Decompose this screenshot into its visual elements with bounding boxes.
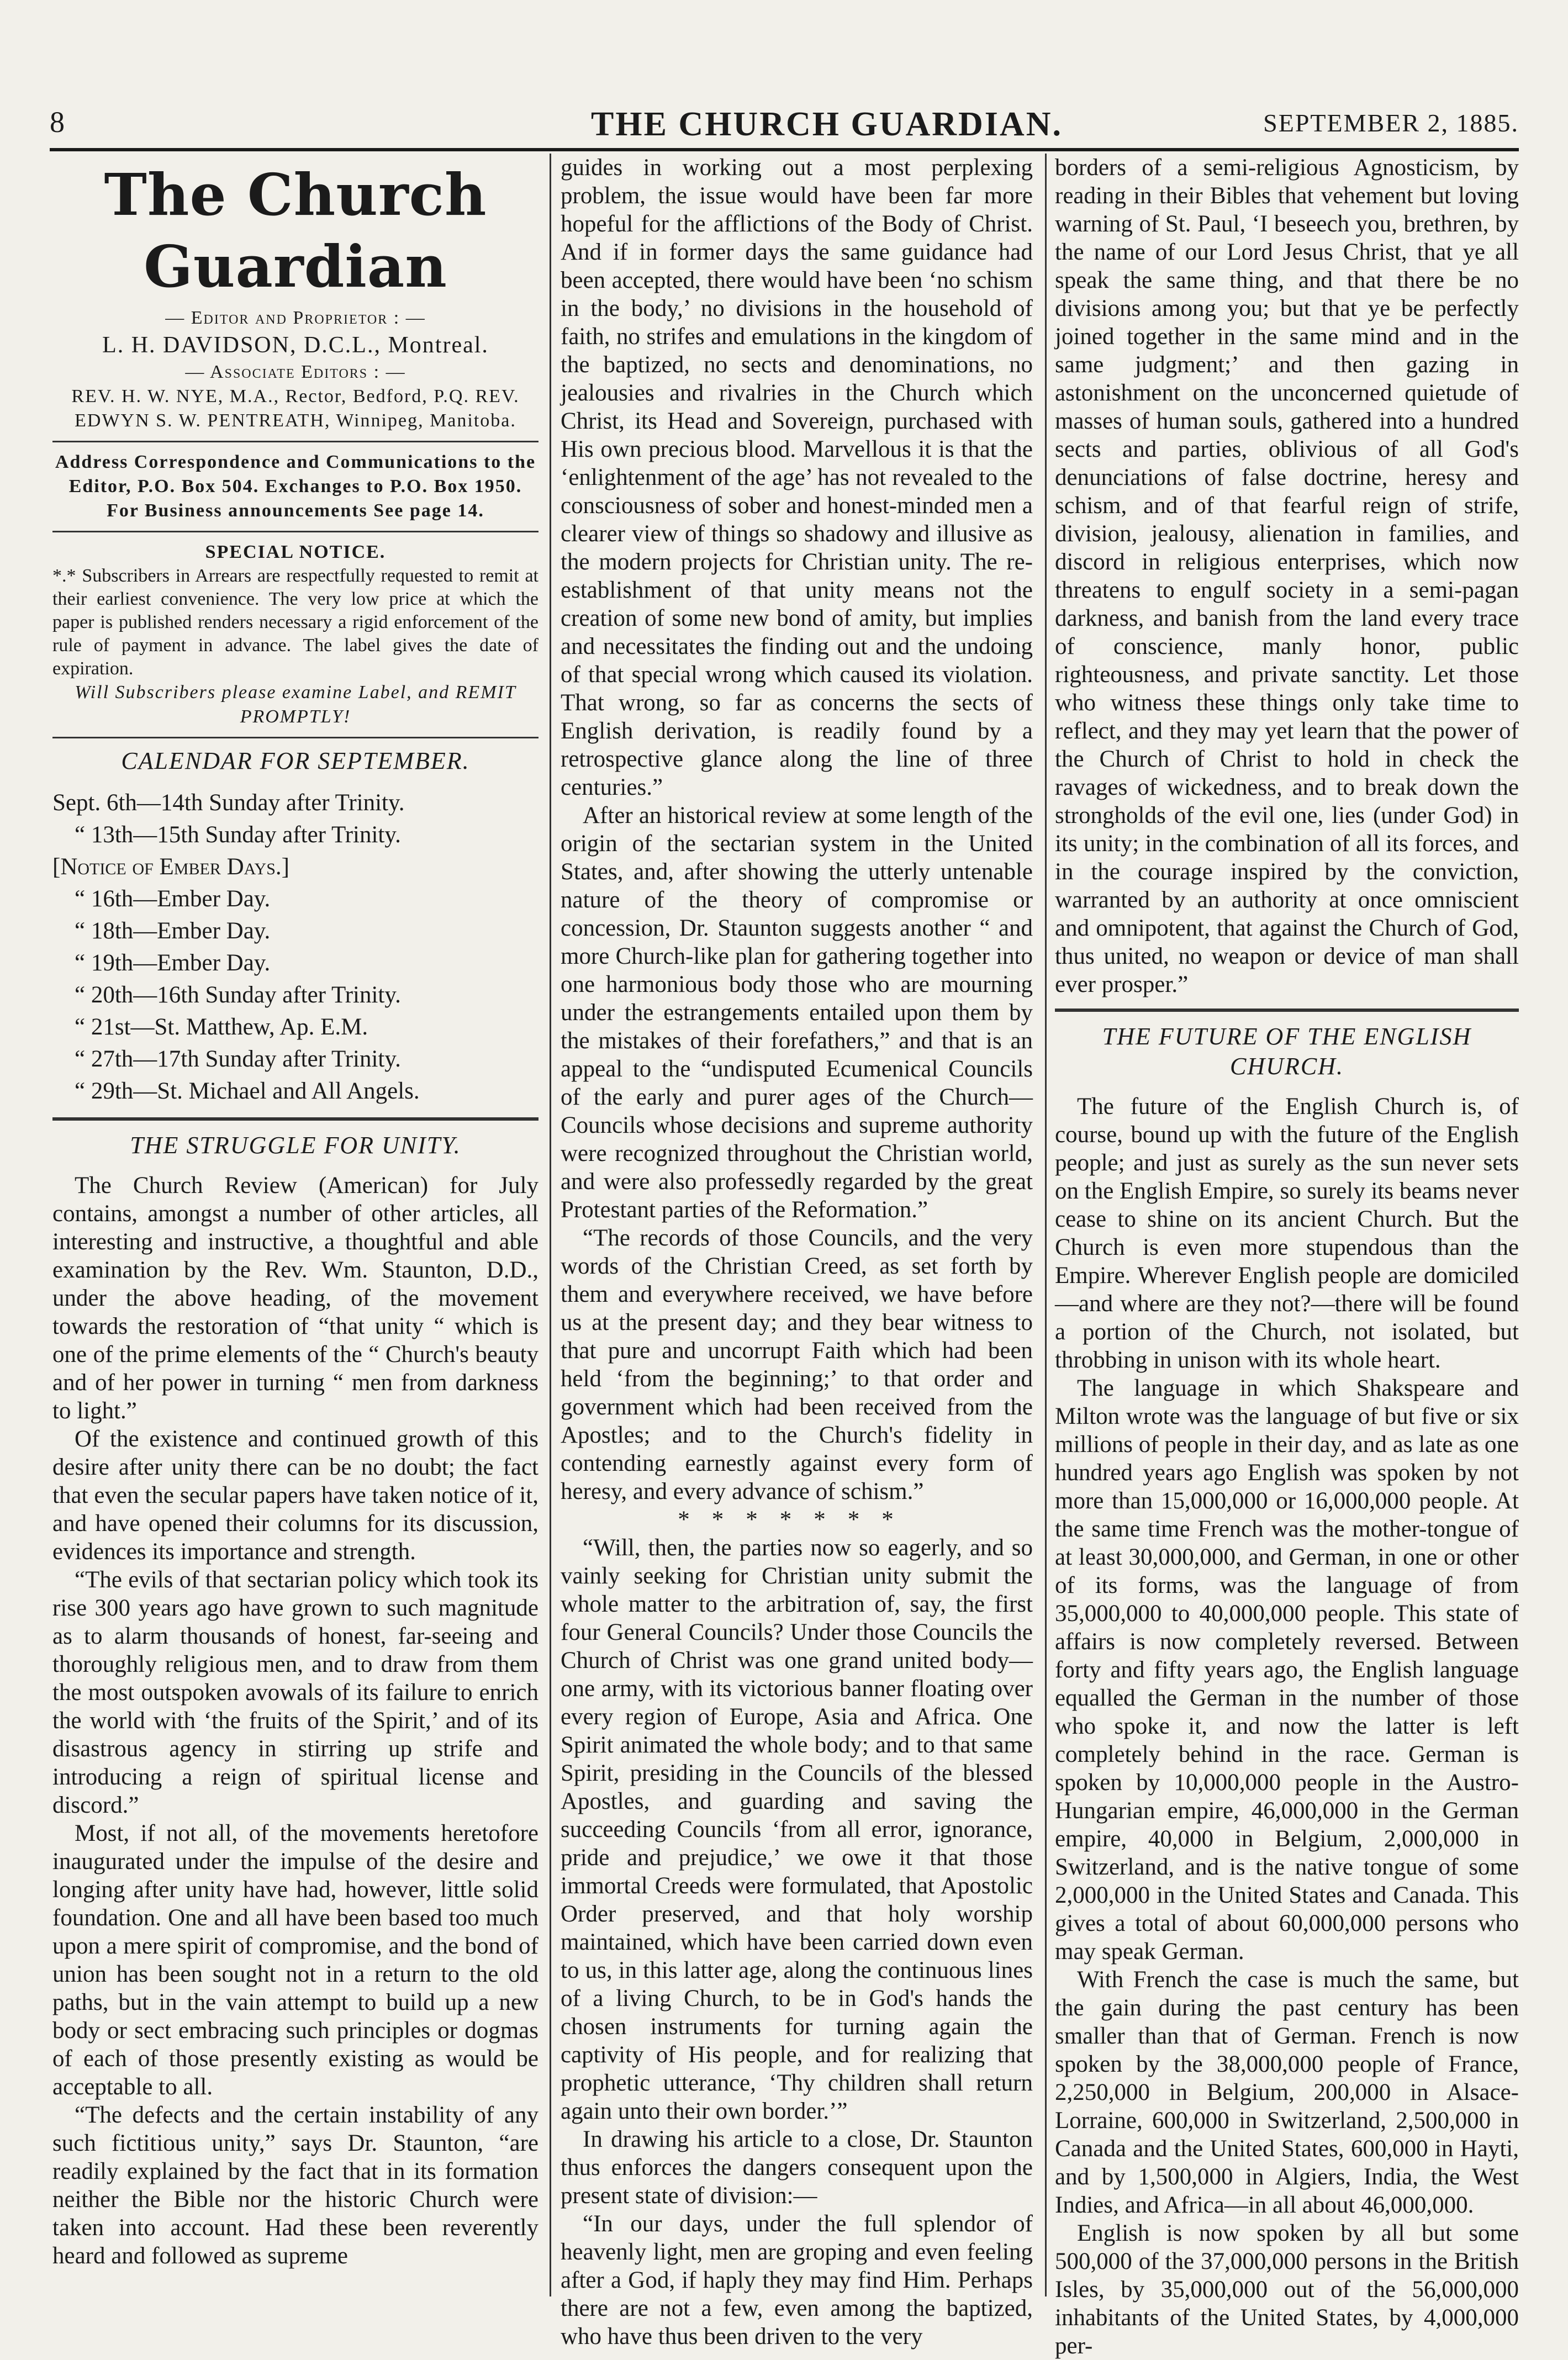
article-paragraph: English is now spoken by all but some 500,000 of the 37,000,000 persons in the British Isles, by 35,000,000 out of the 56,000,000 inhabitants of the United States, by 4,000,000 per- <box>1055 2220 1519 2359</box>
issue-date: SEPTEMBER 2, 1885. <box>1263 109 1519 137</box>
article-paragraph: “In our days, under the full splendor of heavenly light, men are groping and even feeling after a God, if haply they may find Him. Perhaps there are not a few, even among the baptized, who have thus been driven to the very <box>561 2211 1033 2350</box>
divider <box>52 737 538 738</box>
calendar-item: “ 16th—Ember Day. <box>75 886 271 912</box>
article-paragraph: “The defects and the certain instability of any such fictitious unity,” says Dr. Staunton, “are readily explained by the fact that in its formation neither the Bible nor the historic Church were taken into account. Had these been reverently heard and followed as supreme <box>52 2102 538 2269</box>
masthead-title: The Church Guardian <box>104 161 487 300</box>
address-notice: Address Correspondence and Communications to the Editor, P.O. Box 504. Exchanges to P.O. Box 1950. For Business announcements See page 14. <box>55 452 536 521</box>
calendar-item: Sept. 6th—14th Sunday after Trinity. <box>52 790 405 816</box>
associate-editors: REV. H. W. NYE, M.A., Rector, Bedford, P.Q. REV. EDWYN S. W. PENTREATH, Winnipeg, Manitoba. <box>71 386 520 431</box>
page-number: 8 <box>50 105 65 139</box>
article-paragraph: The future of the English Church is, of course, bound up with the future of the English people; and just as surely as the sun never sets on the English Empire, so surely its beams never cease to shine on its ancient Church. But the Church is even more stupendous than the Empire. Wherever English people are domiciled—and where are they not?—there will be found a portion of the Church, not isolated, but throbbing in unison with its whole heart. <box>1055 1094 1519 1373</box>
section-stars: ******* <box>678 1507 916 1533</box>
editor-label: — Editor and Proprietor : — <box>165 308 426 328</box>
editor-name: L. H. DAVIDSON, D.C.L., Montreal. <box>102 332 489 358</box>
article-paragraph: Most, if not all, of the movements heretofore inaugurated under the impulse of the desire and longing after unity have had, however, little solid foundation. One and all have been based too much upon a mere spirit of compromise, and the bond of union has been sought not in a return to the old paths, but in the vain attempt to build up a new body or sect embracing such principles or dogmas of each of those presently existing as would be acceptable to all. <box>52 1820 538 2100</box>
article-title: THE FUTURE OF THE ENGLISH CHURCH. <box>1102 1023 1472 1080</box>
header-rule <box>50 148 1519 151</box>
calendar-item: “ 29th—St. Michael and All Angels. <box>75 1078 420 1104</box>
calendar-item: “ 20th—16th Sunday after Trinity. <box>75 982 401 1008</box>
column-2 <box>561 154 1033 2350</box>
article-paragraph: The Church Review (American) for July contains, amongst a number of other articles, all interesting and instructive, a thoughtful and able examination by the Rev. Wm. Staunton, D.D., under the above heading, of the movement towards the restoration of “that unity “ which is one of the prime elements of the “ Church's beauty and of her power in turning “ men from darkness to light.” <box>52 1173 538 1424</box>
special-notice-body: *.* Subscribers in Arrears are respectfully requested to remit at their earliest convenience. The very low price at which the paper is published renders necessary a rigid enforcement of the rule of payment in advance. The label gives the date of expiration. <box>52 566 538 679</box>
calendar-item: “ 21st—St. Matthew, Ap. E.M. <box>75 1014 368 1040</box>
article-paragraph: With French the case is much the same, but the gain during the past century has been smaller than that of German. French is now spoken by the 38,000,000 people of France, 2,250,000 in Belgium, 200,000 in Alsace-Lorraine, 600,000 in Switzerland, 2,500,000 in Canada and the United States, 600,000 in Hayti, and by 1,500,000 in Algiers, India, the West Indies, and Africa—in all about 46,000,000. <box>1055 1967 1519 2218</box>
article-paragraph: After an historical review at some length of the origin of the sectarian system in the United States, and, after showing the utterly untenable nature of the theory of compromise or concession, Dr. Staunton suggests another “ and more Church-like plan for gathering together into one harmonious body those who are mourning under the estrangements entailed upon them by the mistakes of their forefathers,” and that is an appeal to the “undisputed Ecumenical Councils of the early and purer ages of the Church—Councils whose decisions and supreme authority were recognized throughout the Christian world, and were also professedly regarded by the great Protestant parties of the Reformation.” <box>561 802 1033 1223</box>
article-paragraph: Of the existence and continued growth of this desire after unity there can be no doubt; the fact that even the secular papers have taken notice of it, and have opened their columns for its discussion, evidences its importance and strength. <box>52 1426 538 1565</box>
column-divider <box>550 154 551 2296</box>
article-paragraph: “The records of those Councils, and the very words of the Christian Creed, as set forth by them and everywhere received, we have before us at the present day; and they bear witness to that pure and uncorrupt Faith which had been held ‘from the beginning;’ to that order and government which had been received from the Apostles; and to the Church's fidelity in contending earnestly against every form of heresy, and every advance of schism.” <box>561 1225 1033 1504</box>
article-paragraph: “The evils of that sectarian policy which took its rise 300 years ago have grown to such magnitude as to alarm thousands of honest, far-seeing and thoroughly religious men, and to draw from them the most outspoken avowals of its failure to enrich the world with ‘the fruits of the Spirit,’ and of its disastrous agency in stirring up strife and introducing a reign of spiritual license and discord.” <box>52 1567 538 1818</box>
associate-label: — Associate Editors : — <box>185 362 406 382</box>
calendar-item: “ 18th—Ember Day. <box>75 918 271 944</box>
page-header <box>50 105 1519 149</box>
calendar-item: “ 19th—Ember Day. <box>75 950 271 976</box>
calendar-list <box>52 787 538 1107</box>
divider <box>52 441 538 442</box>
article-paragraph: “Will, then, the parties now so eagerly, and so vainly seeking for Christian unity submit the whole matter to the arbitration of, say, the first four General Councils? Under those Councils the Church of Christ was one grand united body—one army, with its victorious banner floating over every region of Europe, Asia and Africa. One Spirit animated the whole body; and to that same Spirit, presiding in the Councils of the blessed Apostles, and guarding and saving the succeeding Councils ‘from all error, ignorance, pride and prejudice,’ we owe it that those immortal Creeds were formulated, that Apostolic Order preserved, and that holy worship maintained, which have been carried down even to us, in this latter age, along the continuous lines of a living Church, to be in God's hands the chosen instruments for turning again the captivity of His people, and for realizing that prophetic utterance, ‘Thy children shall return again unto their own border.’” <box>561 1535 1033 2124</box>
calendar-title: CALENDAR FOR SEPTEMBER. <box>121 747 470 774</box>
divider <box>52 531 538 532</box>
column-3 <box>1055 154 1519 2359</box>
special-notice-footer: Will Subscribers please examine Label, and REMIT PROMPTLY! <box>75 682 516 727</box>
article-paragraph: guides in working out a most perplexing problem, the issue would have been far more hopeful for the afflictions of the Body of Christ. And if in former days the same guidance had been accepted, there would have been ‘no schism in the body,’ no divisions in the household of faith, no strifes and emulations in the kingdom of the baptized, no sects and denominations, no jealousies and rivalries in the Church which Christ, its Head and Sovereign, purchased with His own precious blood. Marvellous it is that the ‘enlightenment of the age’ has not revealed to the consciousness of sober and honest-minded men a clearer view of things so shadowy and illusive as the modern projects for Christian unity. The re-establishment of that unity means not the creation of some new bond of amity, but implies and necessitates the finding out and the undoing of that special wrong which caused its violation. That wrong, so far as concerns the sects of English derivation, is readily found by a retrospective glance along the line of three centuries.” <box>561 155 1033 800</box>
article-paragraph: borders of a semi-religious Agnosticism, by reading in their Bibles that vehement but loving warning of St. Paul, ‘I beseech you, brethren, by the name of our Lord Jesus Christ, that ye all speak the same thing, and that there be no divisions among you; but that ye be perfectly joined together in the same mind and in the same judgment;’ and then gazing in astonishment on the unconcerned quietude of masses of human souls, gathered into a hundred sects and parties, oblivious of all God's denunciations of false doctrine, heresy and schism, and of that fearful reign of strife, division, jealousy, alienation in families, and discord in religious enterprises, which now threatens to engulf society in a semi-pagan darkness, and banish from the land every trace of conscience, manly honor, public righteousness, and private sanctity. Let those who witness these things only take time to reflect, and they may yet learn that the power of the Church of Christ to hold in check the ravages of wickedness, and to break down the strongholds of the evil one, lies (under God) in its unity; in the combination of all its forces, and in the courage inspired by the conviction, warranted by an authority at once omniscient and omnipotent, that against the Church of God, thus united, no weapon or device of man shall ever prosper.” <box>1055 155 1519 997</box>
column-1 <box>52 154 538 2291</box>
calendar-item: “ 27th—17th Sunday after Trinity. <box>75 1046 401 1072</box>
article-paragraph: In drawing his article to a close, Dr. Staunton thus enforces the dangers consequent upon the present state of division:— <box>561 2126 1033 2209</box>
calendar-item: [Notice of Ember Days.] <box>52 854 289 880</box>
divider <box>1055 1009 1519 1012</box>
article-paragraph: The language in which Shakspeare and Milton wrote was the language of but five or six millions of people in their day, and as late as one hundred years ago English was spoken by not more than 15,000,000 or 16,000,000 people. At the same time French was the mother-tongue of at least 30,000,000, and German, in one or other of its forms, was the language of from 35,000,000 to 40,000,000 people. This state of affairs is now completely reversed. Between forty and fifty years ago, the English language equalled the German in the number of those who spoke it, and now the latter is left completely behind in the race. German is spoken by 10,000,000 people in the Austro-Hungarian empire, 46,000,000 in the German empire, 40,000 in Belgium, 2,000,000 in Switzerland, and is the native tongue of some 2,000,000 in the United States and Canada. This gives a total of about 60,000,000 persons who may speak German. <box>1055 1375 1519 1965</box>
calendar-item: “ 13th—15th Sunday after Trinity. <box>75 822 401 848</box>
divider <box>52 1117 538 1121</box>
column-divider <box>1045 154 1047 2296</box>
article-title: THE STRUGGLE FOR UNITY. <box>130 1132 461 1159</box>
special-notice-title: SPECIAL NOTICE. <box>205 542 386 562</box>
running-title: THE CHURCH GUARDIAN. <box>591 105 1063 143</box>
